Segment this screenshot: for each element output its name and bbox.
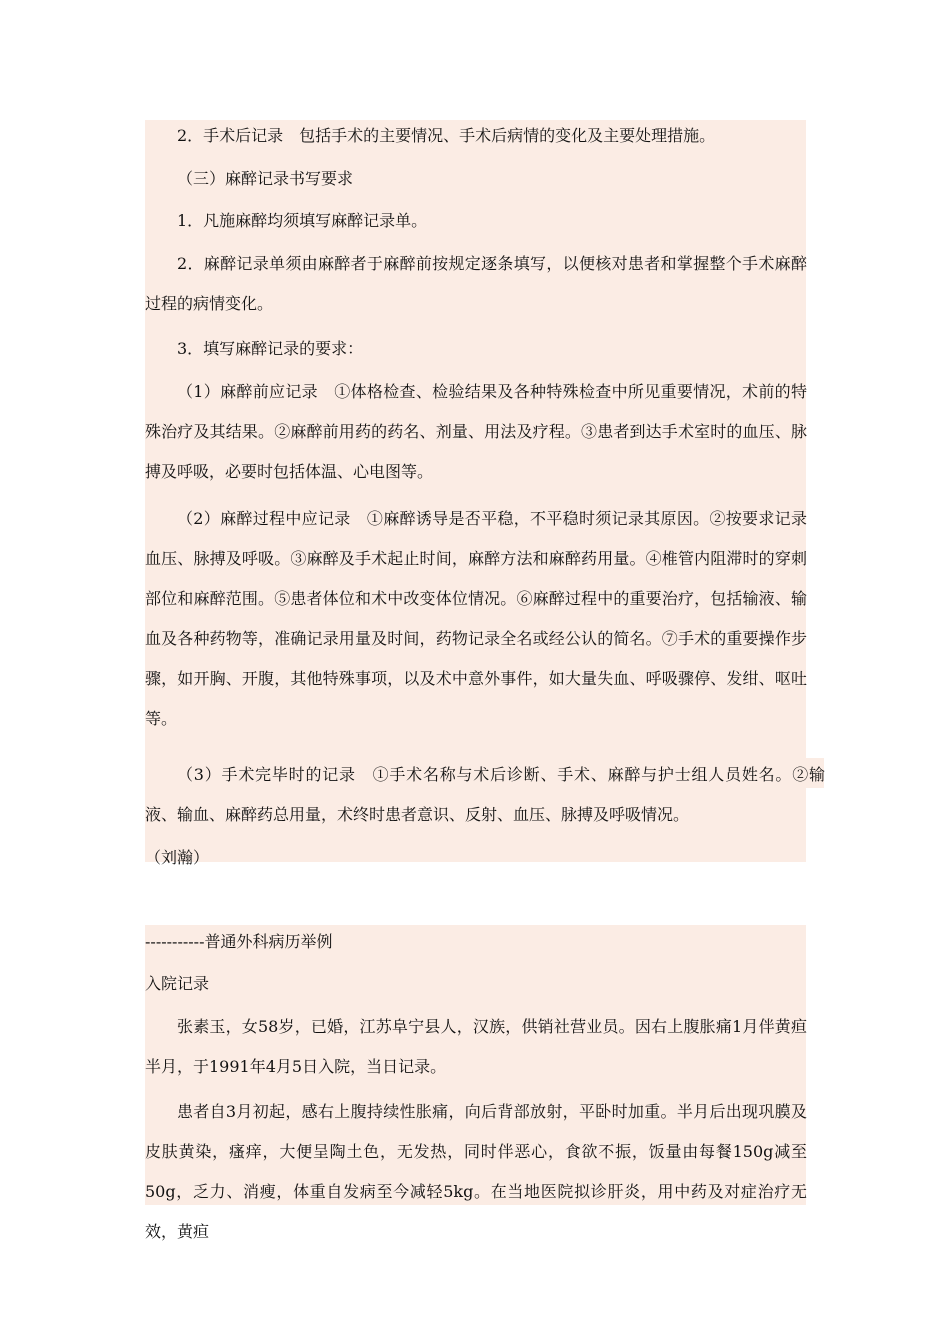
paragraph-item-1: 1．凡施麻醉均须填写麻醉记录单。 xyxy=(177,211,428,230)
patient-summary: 张素玉，女58岁，已婚，江苏阜宁县人，汉族，供销社营业员。因右上腹胀痛1月伴黄疸半月，于1991年4月5日入院，当日记录。 xyxy=(145,1017,807,1076)
paragraph-pre-anesthesia: （1）麻醉前应记录 ①体格检查、检验结果及各种特殊检查中所见重要情况，术前的特殊治疗及其结果。②麻醉前用药的药名、剂量、用法及疗程。③患者到达手术室时的血压、脉搏及呼吸，必要时包括体温、心电图等。 xyxy=(145,382,807,481)
paragraph-post-surgery: （3）手术完毕时的记录 ①手术名称与术后诊断、手术、麻醉与护士组人员姓名。②输液、输血、麻醉药总用量，术终时患者意识、反射、血压、脉搏及呼吸情况。 xyxy=(145,765,825,824)
author-note: （刘瀚） xyxy=(145,848,210,867)
paragraph-item-3: 3．填写麻醉记录的要求： xyxy=(177,339,364,358)
paragraph-item-2: 2．麻醉记录单须由麻醉者于麻醉前按规定逐条填写，以便核对患者和掌握整个手术麻醉过程的病情变化。 xyxy=(145,254,807,313)
record-title: 入院记录 xyxy=(145,974,210,993)
paragraph-post-op-record: 2．手术后记录 包括手术的主要情况、手术后病情的变化及主要处理措施。 xyxy=(177,126,716,145)
section-divider-title: -----------普通外科病历举例 xyxy=(145,932,333,951)
paragraph-during-anesthesia: （2）麻醉过程中应记录 ①麻醉诱导是否平稳，不平稳时须记录其原因。②按要求记录血压、脉搏及呼吸。③麻醉及手术起止时间，麻醉方法和麻醉药用量。④椎管内阻滞时的穿刺部位和麻醉范围。⑤患者体位和术中改变体位情况。⑥麻醉过程中的重要治疗，包括输液、输血及各种药物等，准确记录用量及时间，药物记录全名或经公认的简名。⑦手术的重要操作步骤，如开胸、开腹，其他特殊事项，以及术中意外事件，如大量失血、呼吸骤停、发绀、呕吐等。 xyxy=(145,509,807,728)
history-of-present-illness: 患者自3月初起，感右上腹持续性胀痛，向后背部放射，平卧时加重。半月后出现巩膜及皮肤黄染，瘙痒，大便呈陶土色，无发热，同时伴恶心，食欲不振，饭量由每餐150g减至50g，乏力、消瘦，体重自发病至今减轻5kg。在当地医院拟诊肝炎，用中药及对症治疗无效，黄疸 xyxy=(145,1102,807,1241)
section-heading-anesthesia: （三）麻醉记录书写要求 xyxy=(177,169,354,188)
